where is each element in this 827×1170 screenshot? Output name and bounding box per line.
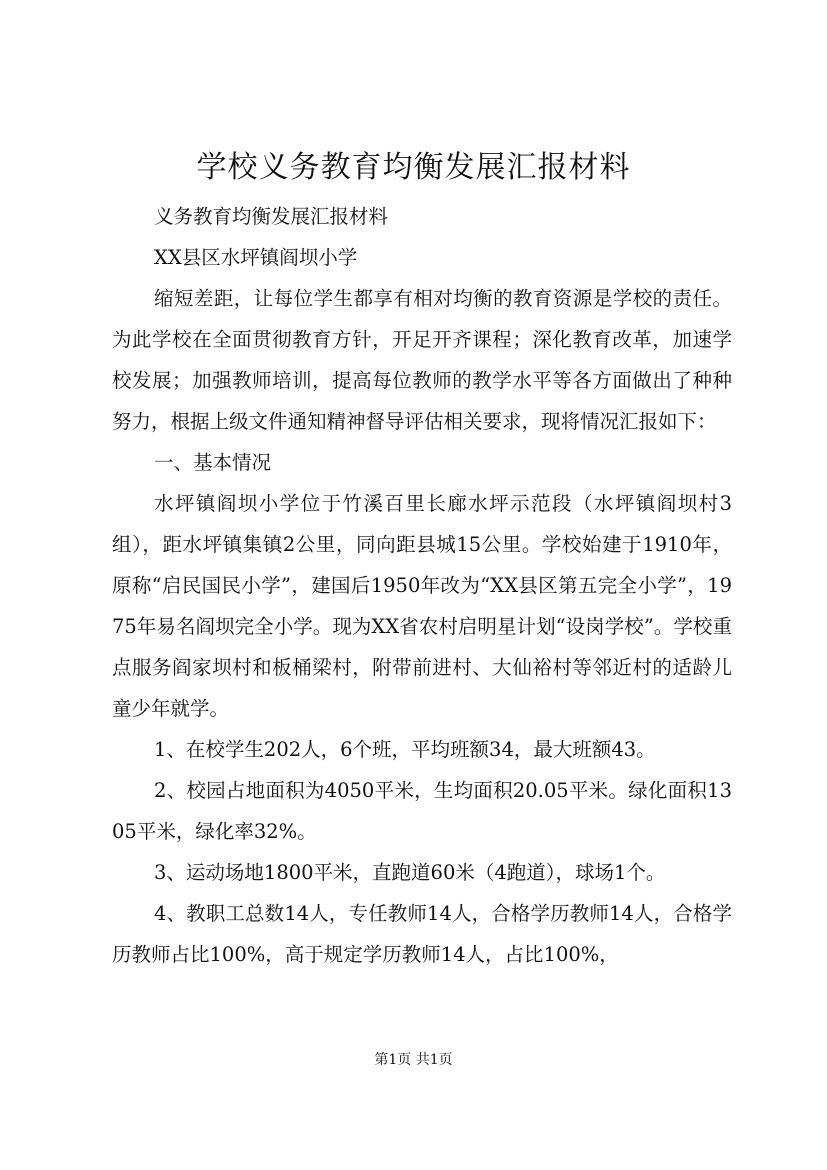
item-staff-paragraph: 4、教职工总数14人，专任教师14人，合格学历教师14人，合格学历教师占比100%，高于规定学历教师14人，占比100%，	[112, 902, 732, 966]
item-sports-paragraph: 3、运动场地1800平米，直跑道60米（4跑道），球场1个。	[154, 861, 666, 884]
intro-paragraph: 缩短差距，让每位学生都享有相对均衡的教育资源是学校的责任。为此学校在全面贯彻教育方针，开足开齐课程；深化教育改革，加速学校发展；加强教师培训，提高每位教师的教学水平等各方面做出了种种努力，根据上级文件通知精神督导评估相关要求，现将情况汇报如下：	[112, 287, 732, 433]
item-campus-paragraph: 2、校园占地面积为4050平米，生均面积20.05平米。绿化面积1305平米，绿化率32%。	[112, 779, 732, 843]
page-footer	[0, 1050, 827, 1070]
document-body	[112, 196, 732, 975]
item-students-paragraph: 1、在校学生202人，6个班，平均班额34，最大班额43。	[154, 738, 656, 761]
section-heading: 一、基本情况	[154, 451, 272, 474]
school-overview-paragraph: 水坪镇阎坝小学位于竹溪百里长廊水坪示范段（水坪镇阎坝村3组），距水坪镇集镇2公里，同向距县城15公里。学校始建于1910年，原称“启民国民小学”，建国后1950年改为“XX县区第五完全小学”，1975年易名阎坝完全小学。现为XX省农村启明星计划“设岗学校”。学校重点服务阎家坝村和板桶梁村，附带前进村、大仙裕村等邻近村的适龄儿童少年就学。	[112, 492, 732, 720]
page-number-label: 第1页 共1页	[374, 1052, 453, 1068]
subtitle-paragraph: 义务教育均衡发展汇报材料	[154, 205, 389, 228]
school-name-paragraph: XX县区水坪镇阎坝小学	[154, 246, 358, 269]
document-title: 学校义务教育均衡发展汇报材料	[196, 150, 631, 185]
